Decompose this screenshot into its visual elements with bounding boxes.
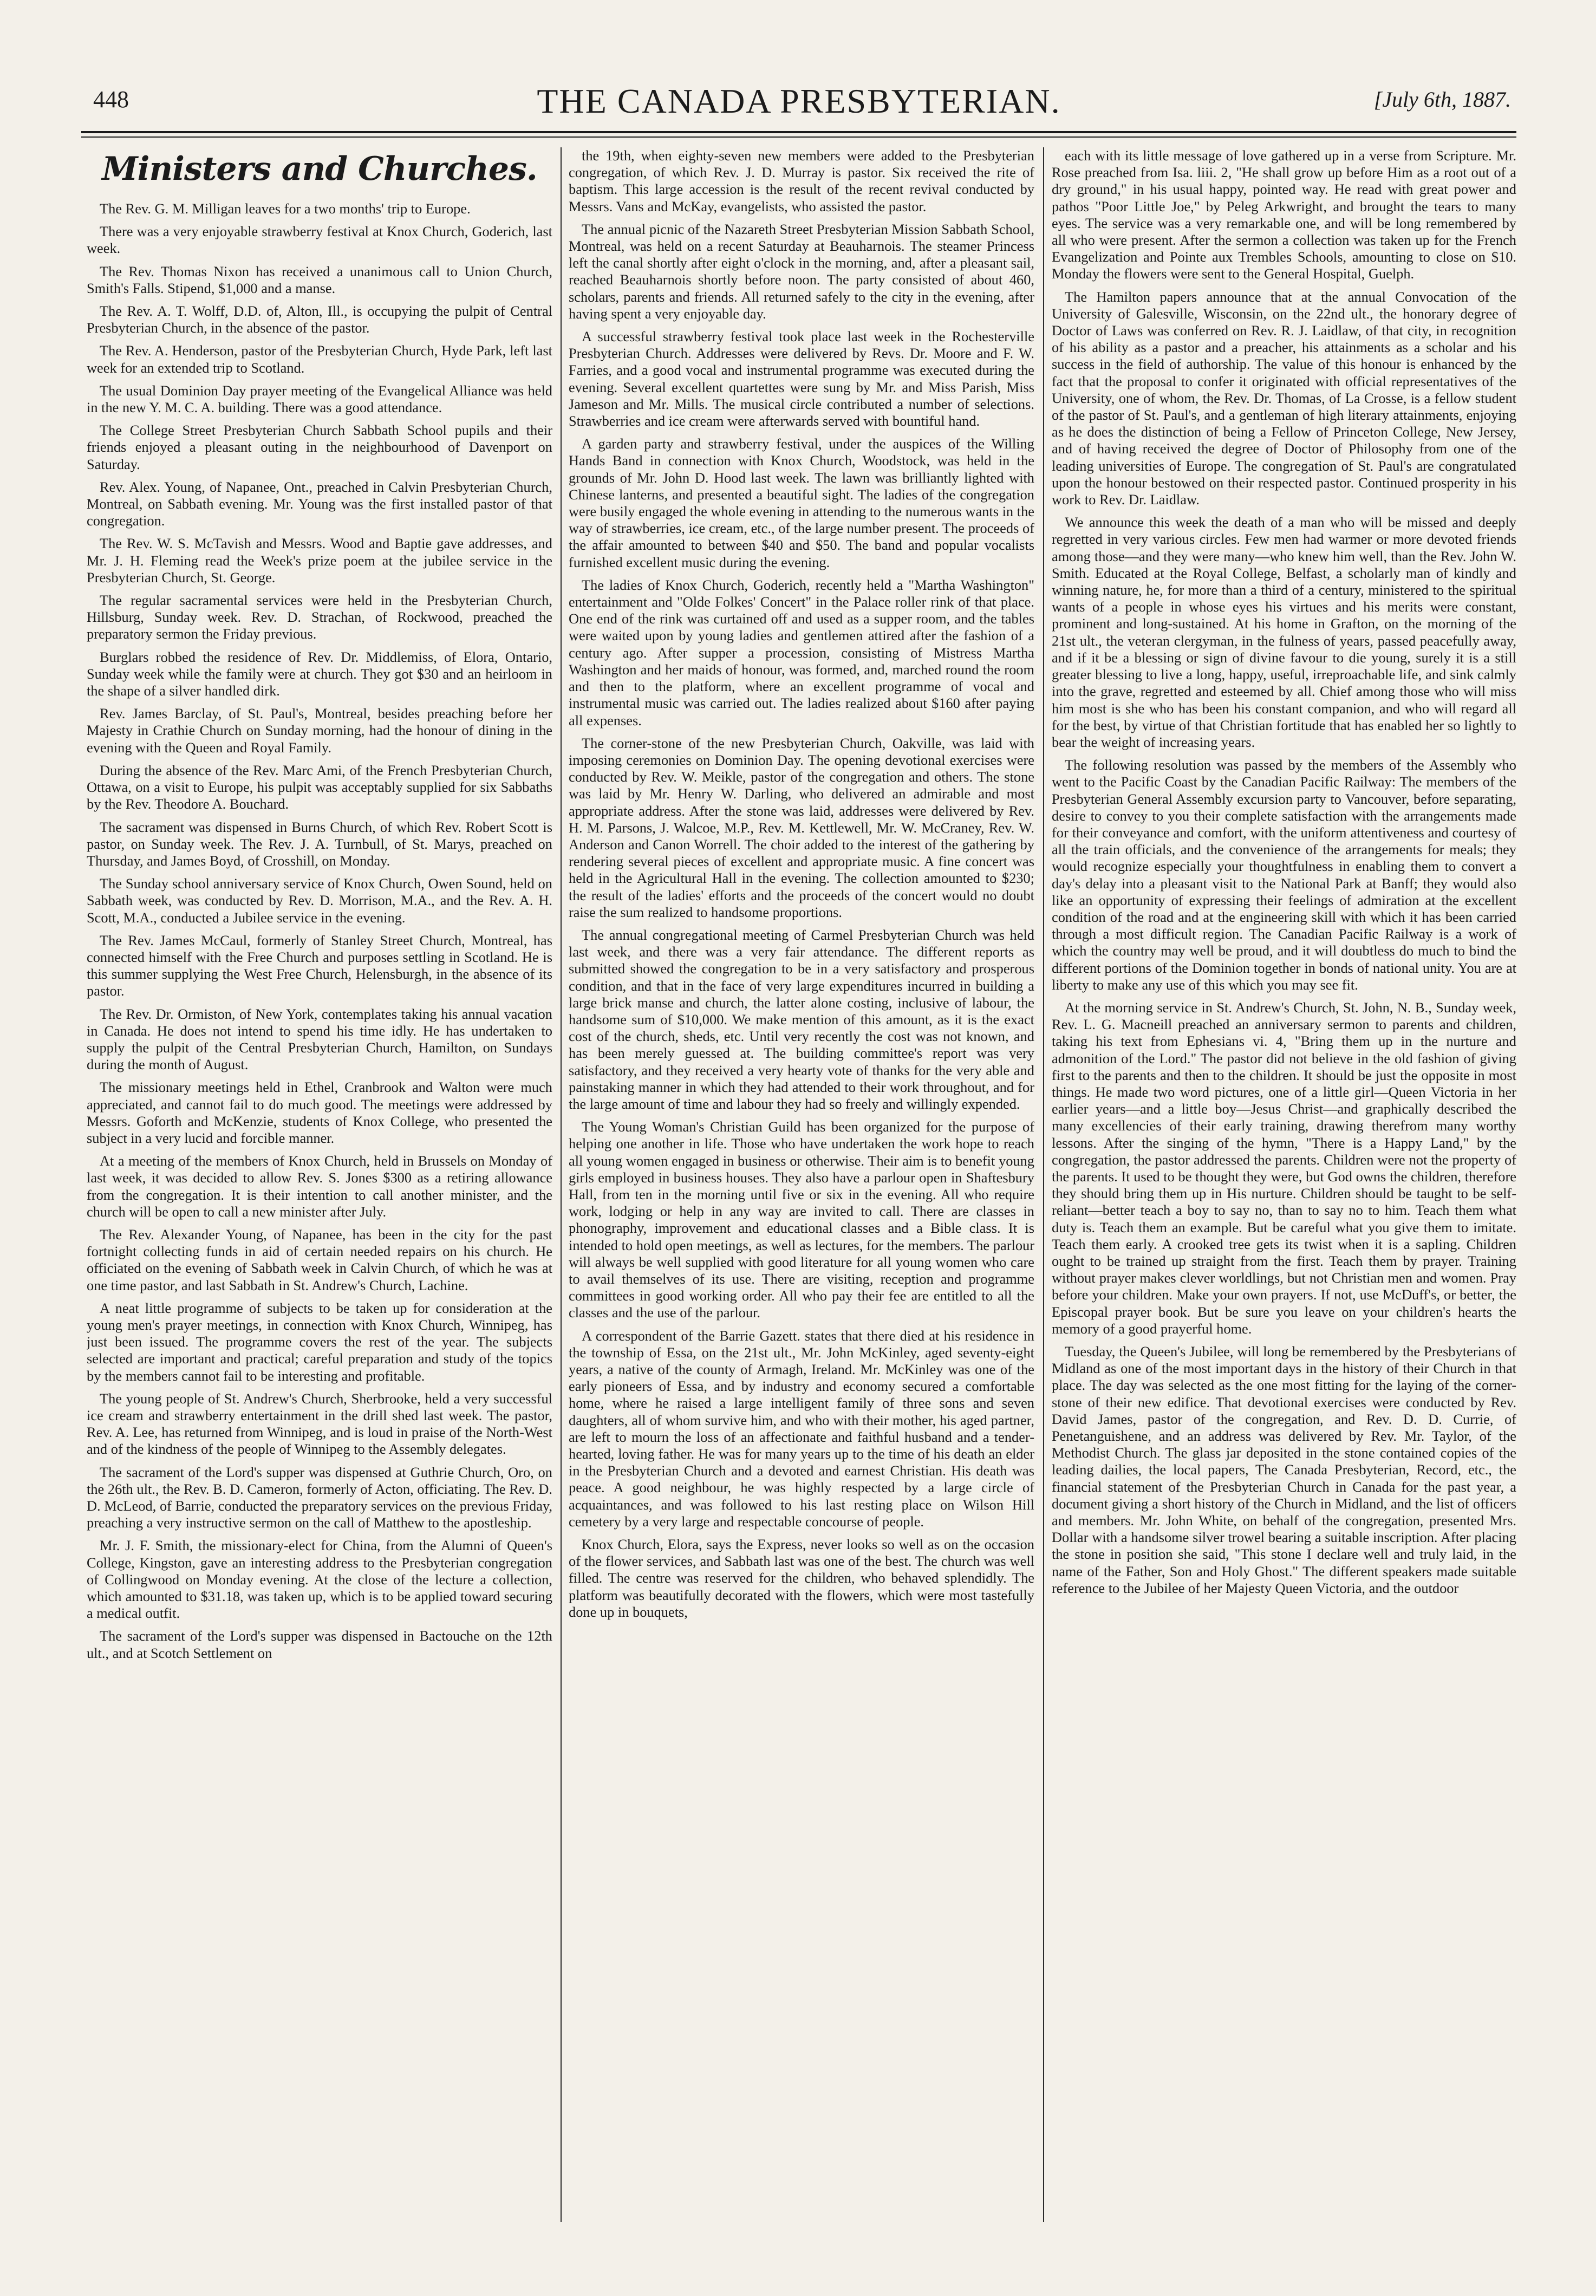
section-title: Ministers and Churches. <box>102 150 537 188</box>
article-paragraph: The sacrament of the Lord's supper was dispensed in Bactouche on the 12th ult., and at Scotch Settlement on <box>87 1628 552 1661</box>
article-paragraph: A correspondent of the Barrie Gazett. states that there died at his residence in the township of Essa, on the 21st ult., Mr. John McKinley, aged seventy-eight years, a native of the county of Armagh, Ireland. Mr. McKinley was one of the early pioneers of Essa, and by industry and economy secured a comfortable home, where he raised a large intelligent family of three sons and seven daughters, all of whom survive him, and who with their mother, his aged partner, are left to mourn the loss of an affectionate and faithful husband and a tender-hearted, loving father. He was for many years up to the time of his death an elder in the Presbyterian Church and a devoted and earnest Christian. His death was peace. A good neighbour, he was highly respected by a large circle of acquaintances, and was followed to his last resting place on Wilson Hill cemetery by a very large and respectable concourse of people. <box>569 1327 1034 1530</box>
article-paragraph: Rev. James Barclay, of St. Paul's, Montreal, besides preaching before her Majesty in Crathie Church on Sunday morning, had the honour of dining in the evening with the Queen and Royal Family. <box>87 705 552 756</box>
article-paragraph: The annual picnic of the Nazareth Street Presbyterian Mission Sabbath School, Montreal, was held on a recent Saturday at Beauharnois. The steamer Princess left the canal shortly after eight o'clock in the morning, and, after a pleasant sail, reached Beauharnois shortly before noon. The party consisted of about 460, scholars, parents and friends. All returned safely to the city in the evening, after having spent a very enjoyable day. <box>569 220 1034 322</box>
article-paragraph: The sacrament of the Lord's supper was dispensed at Guthrie Church, Oro, on the 26th ult., the Rev. B. D. Cameron, formerly of Acton, officiating. The Rev. D. D. McLeod, of Barrie, conducted the preparatory services on the previous Friday, preaching a very instructive sermon on the call of Matthew to the apostleship. <box>87 1464 552 1531</box>
issue-date: [July 6th, 1887. <box>1373 87 1511 112</box>
article-paragraph: The Rev. James McCaul, formerly of Stanley Street Church, Montreal, has connected himself with the Free Church and purposes settling in Scotland. He is this summer supplying the West Free Church, Helensburgh, in the absence of its pastor. <box>87 932 552 999</box>
article-paragraph: At a meeting of the members of Knox Church, held in Brussels on Monday of last week, it was decided to allow Rev. S. Jones $300 as a retiring allowance from the congregation. It is their intention to call another minister, and the church will be open to call a new minister after July. <box>87 1153 552 1220</box>
column-divider <box>1043 147 1044 2222</box>
article-paragraph: The Rev. W. S. McTavish and Messrs. Wood and Baptie gave addresses, and Mr. J. H. Fleming read the Week's prize poem at the jubilee service in the Presbyterian Church, St. George. <box>87 535 552 586</box>
article-paragraph: The usual Dominion Day prayer meeting of the Evangelical Alliance was held in the new Y. M. C. A. building. There was a good attendance. <box>87 382 552 416</box>
article-paragraph: The sacrament was dispensed in Burns Church, of which Rev. Robert Scott is pastor, on Sunday week. The Rev. J. A. Turnbull, of St. Marys, preached on Thursday, and James Boyd, of Crosshill, on Monday. <box>87 818 552 869</box>
article-paragraph: There was a very enjoyable strawberry festival at Knox Church, Goderich, last week. <box>87 223 552 257</box>
article-paragraph: Tuesday, the Queen's Jubilee, will long be remembered by the Presbyterians of Midland as one of the most important days in the history of their Church in that place. The day was selected as the one most fitting for the laying of the corner-stone of their new edifice. That devotional exercises were conducted by Rev. David James, pastor of the congregation, and Rev. D. D. Currie, of Penetanguishene, and an address was delivered by Rev. Mr. Taylor, of the Methodist Church. The glass jar deposited in the stone contained copies of the leading dailies, the local papers, The Canada Presbyterian, Record, etc., the financial statement of the Presbyterian Church in Canada for the past year, a document giving a short history of the Church in Midland, and the list of officers and members. Mr. John White, on behalf of the congregation, presented Mrs. Dollar with a handsome silver trowel bearing a suitable inscription. After placing the stone in position she said, "This stone I declare well and truly laid, in the name of the Father, Son and Holy Ghost." The different speakers made suitable reference to the Jubilee of her Majesty Queen Victoria, and the outdoor <box>1052 1343 1516 1596</box>
masthead-title: THE CANADA PRESBYTERIAN. <box>537 82 1061 120</box>
article-paragraph: each with its little message of love gathered up in a verse from Scripture. Mr. Rose preached from Isa. liii. 2, "He shall grow up before Him as a root out of a dry ground," in his usual happy, pointed way. He read with great power and pathos "Poor Little Joe," by Peleg Arkwright, and brought the tears to many eyes. The service was a very remarkable one, and will be long remembered by all who were present. After the sermon a collection was taken up for the French Evangelization and Pointe aux Trembles Schools, amounting to close on $10. Monday the flowers were sent to the General Hospital, Guelph. <box>1052 147 1516 282</box>
article-paragraph: The Hamilton papers announce that at the annual Convocation of the University of Galesville, Wisconsin, on the 22nd ult., the honorary degree of Doctor of Laws was conferred on Rev. R. J. Laidlaw, of that city, in recognition of his ability as a pastor and a preacher, his attainments as a scholar and his success in the field of authorship. The value of this honour is enhanced by the fact that the proposal to confer it originated with official representatives of the University, one of whom, the Rev. Dr. Thomas, of La Crosse, is a fellow student of the pastor of St. Paul's, and a gentleman of high literary attainments, enjoying as he does the distinction of being a Fellow of Princeton College, New Jersey, and of having received the degree of Doctor of Philosophy from one of the leading universities of Europe. The congregation of St. Paul's are congratulated upon the honour bestowed on their respected pastor. Continued prosperity in his work to Rev. Dr. Laidlaw. <box>1052 288 1516 508</box>
article-paragraph: At the morning service in St. Andrew's Church, St. John, N. B., Sunday week, Rev. L. G. Macneill preached an anniversary sermon to parents and children, taking his text from Ephesians vi. 4, "Bring them up in the nurture and admonition of the Lord." The pastor did not believe in the old fashion of giving first to the parents and then to the children. It should be just the opposite in most things. He made two word pictures, one of a little girl—Queen Victoria in her earlier years—and a little boy—Jesus Christ—and graphically described the many excellencies of their early training, drawing therefrom many worthy lessons. After the singing of the hymn, "There is a Happy Land," by the congregation, the pastor addressed the parents. Children were not the property of the parents. It used to be thought they were, but God owns the children, therefore they should bring them up in His nurture. Children should be taught to be self-reliant—better teach a boy to say no, than to say no to him. Teach them what duty is. Teach them an example. But be careful what you give them to imitate. Teach them early. A crooked tree gets its twist when it is a sapling. Children ought to be trained up straight from the first. Teach them by prayer. Training without prayer makes clever worldlings, but not Christian men and women. Pray before your children. Make your own prayers. If not, use McDuff's, or better, the Episcopal prayer book. But be sure you leave on your children's hearts the memory of a good prayerful home. <box>1052 999 1516 1337</box>
article-paragraph: Knox Church, Elora, says the Express, never looks so well as on the occasion of the flower services, and Sabbath last was one of the best. The church was well filled. The centre was reserved for the children, who behaved splendidly. The platform was beautifully decorated with the flowers, which were most tastefully done up in bouquets, <box>569 1536 1034 1620</box>
article-paragraph: The College Street Presbyterian Church Sabbath School pupils and their friends enjoyed a pleasant outing in the neighbourhood of Davenport on Saturday. <box>87 422 552 472</box>
column-2 <box>569 147 1034 2222</box>
article-paragraph: the 19th, when eighty-seven new members were added to the Presbyterian congregation, of which Rev. J. D. Murray is pastor. Six received the rite of baptism. This large accession is the result of the recent revival conducted by Messrs. Vans and McKay, evangelists, who assisted the pastor. <box>569 147 1034 214</box>
article-paragraph: The Sunday school anniversary service of Knox Church, Owen Sound, held on Sabbath week, was conducted by Rev. D. Morrison, M.A., and the Rev. A. H. Scott, M.A., conducted a Jubilee service in the evening. <box>87 875 552 926</box>
article-paragraph: A neat little programme of subjects to be taken up for consideration at the young men's prayer meetings, in connection with Knox Church, Winnipeg, has just been issued. The programme covers the rest of the year. The subjects selected are important and practical; careful preparation and study of the topics by the members cannot fail to be interesting and profitable. <box>87 1299 552 1384</box>
article-paragraph: The Rev. Alexander Young, of Napanee, has been in the city for the past fortnight collecting funds in aid of certain needed repairs on his church. He officiated on the evening of Sabbath week in Calvin Church, of which he was at one time pastor, and last Sabbath in St. Andrew's Church, Lachine. <box>87 1226 552 1293</box>
article-paragraph: The corner-stone of the new Presbyterian Church, Oakville, was laid with imposing ceremonies on Dominion Day. The opening devotional exercises were conducted by Rev. W. Meikle, pastor of the congregation and others. The stone was laid by Mr. Henry W. Darling, who delivered an admirable and most appropriate address. After the stone was laid, addresses were delivered by Rev. H. M. Parsons, J. Walcoe, M.P., Rev. M. Kettlewell, Mr. W. McCraney, Rev. W. Anderson and Canon Worrell. The choir added to the interest of the gathering by rendering several pieces of excellent and appropriate music. A fine concert was held in the Agricultural Hall in the evening. The collection amounted to $230; the result of the ladies' efforts and the proceeds of the concert would no doubt raise the sum realized to handsome proportions. <box>569 734 1034 920</box>
column-3 <box>1052 147 1516 2222</box>
article-paragraph: During the absence of the Rev. Marc Ami, of the French Presbyterian Church, Ottawa, on a visit to Europe, his pulpit was acceptably supplied for six Sabbaths by the Rev. Theodore A. Bouchard. <box>87 762 552 812</box>
column-1 <box>87 147 552 2222</box>
article-paragraph: Burglars robbed the residence of Rev. Dr. Middlemiss, of Elora, Ontario, Sunday week while the family were at church. They got $30 and an heirloom in the shape of a silver handled dirk. <box>87 648 552 699</box>
article-paragraph: The Rev. Thomas Nixon has received a unanimous call to Union Church, Smith's Falls. Stipend, $1,000 and a manse. <box>87 263 552 296</box>
article-paragraph: A successful strawberry festival took place last week in the Rochesterville Presbyterian Church. Addresses were delivered by Revs. Dr. Moore and F. W. Farries, and a good vocal and instrumental programme was executed during the evening. Several excellent quartettes were sung by Mr. and Miss Parish, Miss Jameson and Mr. Mills. The musical circle contributed a number of selections. Strawberries and ice cream were afterwards served with bountiful hand. <box>569 328 1034 430</box>
header-rule <box>81 131 1516 133</box>
article-paragraph: The Rev. A. Henderson, pastor of the Presbyterian Church, Hyde Park, left last week for an extended trip to Scotland. <box>87 342 552 376</box>
article-paragraph: Mr. J. F. Smith, the missionary-elect for China, from the Alumni of Queen's College, Kingston, gave an interesting address to the Presbyterian congregation of Collingwood on Monday evening. At the close of the lecture a collection, which amounted to $31.18, was taken up, which is to be applied toward securing a medical outfit. <box>87 1537 552 1622</box>
article-paragraph: The Rev. G. M. Milligan leaves for a two months' trip to Europe. <box>100 200 471 217</box>
article-paragraph: We announce this week the death of a man who will be missed and deeply regretted in very various circles. Few men had warmer or more devoted friends among those—and they were many—who knew him well, than the Rev. John W. Smith. Educated at the Royal College, Belfast, a scholarly man of kindly and winning nature, he, for more than a third of a century, ministered to the spiritual wants of a people in whose eyes his virtues and his merits were constant, prominent and long-sustained. At his home in Grafton, on the morning of the 21st ult., the veteran clergyman, in the fulness of years, passed peacefully away, and if it be a blessing or sign of divine favour to die young, surely it is a still greater blessing to live a long, happy, useful, irreproachable life, and sink calmly into the grave, regretted and esteemed by all. Chief among those who will miss him most is she who has been his constant companion, and who will regard all for the best, by virtue of that Christian fortitude that has enabled her so lightly to bear the weight of increasing years. <box>1052 514 1516 750</box>
article-paragraph: The Rev. Dr. Ormiston, of New York, contemplates taking his annual vacation in Canada. He does not intend to spend his time idly. He has undertaken to supply the pulpit of the Central Presbyterian Church, Hamilton, on Sundays during the month of August. <box>87 1005 552 1073</box>
column-divider <box>561 147 562 2222</box>
article-paragraph: A garden party and strawberry festival, under the auspices of the Willing Hands Band in connection with Knox Church, Woodstock, was held in the grounds of Mr. John D. Hood last week. The lawn was brilliantly lighted with Chinese lanterns, and presented a beautiful sight. The ladies of the congregation were busily engaged the whole evening in attending to the numerous wants in the way of strawberries, ice cream, etc., of the large number present. The proceeds of the affair amounted to between $40 and $50. The band and popular vocalists furnished excellent music during the evening. <box>569 435 1034 570</box>
article-paragraph: The Young Woman's Christian Guild has been organized for the purpose of helping one another in life. Those who have undertaken the work hope to reach all young women engaged in business or otherwise. Their aim is to benefit young girls employed in business houses. They also have a parlour open in Shaftesbury Hall, from ten in the morning until five or six in the evening. All who require work, lodging or help in any way are invited to call. There are classes in phonography, improvement and educational classes and a Bible class. It is intended to hold open meetings, as well as lectures, for the members. The parlour will always be well supplied with good literature for all young women who care to avail themselves of its use. There are visiting, reception and programme committees in good working order. All who pay their fee are entitled to all the classes and the use of the parlour. <box>569 1118 1034 1321</box>
header-rule-thin <box>81 136 1516 138</box>
article-paragraph: The young people of St. Andrew's Church, Sherbrooke, held a very successful ice cream and strawberry entertainment in the drill shed last week. The pastor, Rev. A. Lee, has returned from Winnipeg, and is loud in praise of the North-West and of the kindness of the people of Winnipeg to the Assembly delegates. <box>87 1390 552 1458</box>
article-paragraph: Rev. Alex. Young, of Napanee, Ont., preached in Calvin Presbyterian Church, Montreal, on Sabbath evening. Mr. Young was the first installed pastor of that congregation. <box>87 478 552 529</box>
page-header <box>81 81 1516 123</box>
page-number: 448 <box>93 86 129 113</box>
article-paragraph: The following resolution was passed by the members of the Assembly who went to the Pacific Coast by the Canadian Pacific Railway: The members of the Presbyterian General Assembly excursion party to Vancouver, before separating, desire to convey to you their complete satisfaction with the arrangements made for their conveyance and comfort, with the uniform attentiveness and courtesy of all the train officials, and the convenience of the arrangements for meals; they would recognize especially your thoughtfulness in enabling them to convert a day's delay into a pleasant visit to the National Park at Banff; they would also like an opportunity of expressing their feelings of admiration at the excellent condition of the road and at the engineering skill with which it has been carried through a most difficult region. The Canadian Pacific Railway is a work of which the country may well be proud, and it will doubtless do much to bind the different portions of the Dominion together in bonds of national unity. You are at liberty to make any use of this which you may see fit. <box>1052 757 1516 993</box>
article-paragraph: The ladies of Knox Church, Goderich, recently held a "Martha Washington" entertainment and "Olde Folkes' Concert" in the Palace roller rink of that place. One end of the rink was curtained off and used as a supper room, and the tables were waited upon by young ladies and gentlemen attired after the fashion of a century ago. After supper a procession, consisting of Mistress Martha Washington and her maids of honour, was formed, and, marched round the room and then to the platform, where an excellent programme of vocal and instrumental music was carried out. The ladies realized about $160 after paying all expenses. <box>569 576 1034 729</box>
article-paragraph: The Rev. A. T. Wolff, D.D. of, Alton, Ill., is occupying the pulpit of Central Presbyterian Church, in the absence of the pastor. <box>87 303 552 336</box>
newspaper-page <box>81 81 1516 2226</box>
article-paragraph: The regular sacramental services were held in the Presbyterian Church, Hillsburg, Sunday week. Rev. D. Strachan, of Rockwood, preached the preparatory sermon the Friday previous. <box>87 592 552 642</box>
article-paragraph: The missionary meetings held in Ethel, Cranbrook and Walton were much appreciated, and cannot fail to do much good. The meetings were addressed by Messrs. Goforth and McKenzie, students of Knox College, who presented the subject in a very lucid and forcible manner. <box>87 1079 552 1146</box>
article-paragraph: The annual congregational meeting of Carmel Presbyterian Church was held last week, and there was a very fair attendance. The different reports as submitted showed the congregation to be in a very satisfactory and prosperous condition, and that in the face of very large expenditures incurred in building a large brick manse and church, the latter alone costing, inclusive of labour, the handsome sum of $10,000. We make mention of this amount, as it is the exact cost of the church, sheds, etc. Until very recently the cost was not known, and has been merely guessed at. The building committee's report was very satisfactory, and they received a very hearty vote of thanks for the very able and painstaking manner in which they had attended to their work throughout, and for the large amount of time and labour they had so freely and willingly expended. <box>569 926 1034 1112</box>
